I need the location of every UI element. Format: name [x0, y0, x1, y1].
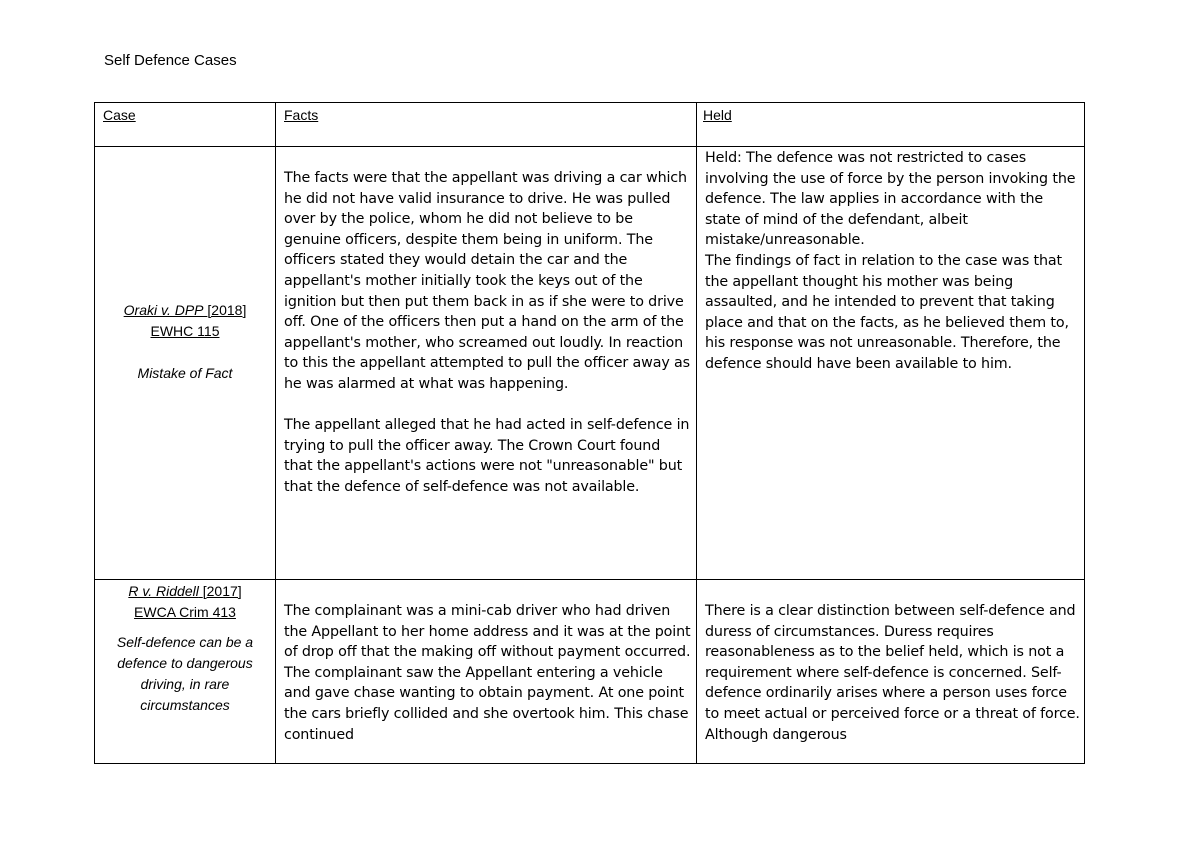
case-name: R v. Riddell: [128, 583, 199, 599]
case-cell: [95, 580, 276, 764]
held-cell: [697, 147, 1085, 580]
case-report: EWHC 115: [150, 323, 220, 339]
header-facts-label: Facts: [284, 107, 319, 123]
header-held: [697, 103, 1085, 147]
case-year: [2017]: [202, 583, 242, 599]
case-note: Self-defence can be a defence to dangerous driving, in rare circumstances: [116, 634, 254, 713]
held-paragraph: The findings of fact in relation to the case was that the appellant thought his mother was being assaulted, and he intended to prevent that taking place and that on the facts, as he believed them to, his response was not unreasonable. Therefore, the defence should have been available to him.: [705, 252, 1069, 372]
header-facts: [276, 103, 697, 147]
facts-paragraph: The facts were that the appellant was driving a car which he did not have valid insurance to drive. He was pulled over by the police, whom he did not believe to be genuine officers, despite them being in uniform. The officers stated they would detain the car and the appellant's mother initially took the keys out of the ignition but then put them back in as if she were to drive off. One of the officers then put a hand on the arm of the appellant's mother, who screamed out loudly. In reaction to this the appellant attempted to pull the officer away as he was alarmed at what was happening.: [284, 170, 690, 392]
held-paragraph: There is a clear distinction between self-defence and duress of circumstances. Duress requires reasonableness as to the belief held, which is not a requirement where self-defence is concerned. Self-defence ordinarily arises where a person uses force to meet actual or perceived force or a threat of force. Although dangerous: [705, 603, 1080, 743]
held-paragraph: Held: The defence was not restricted to cases involving the use of force by the person invoking the defence. The law applies in accordance with the state of mind of the defendant, albeit mistake/unreasonable.: [705, 150, 1076, 249]
header-case-label: Case: [103, 107, 136, 123]
facts-cell: [276, 147, 697, 580]
case-name: Oraki v. DPP: [123, 302, 204, 318]
table-row: [95, 147, 1085, 580]
case-citation: [95, 300, 275, 321]
case-note: Mistake of Fact: [137, 364, 233, 381]
facts-paragraph: The complainant was a mini-cab driver who had driven the Appellant to her home address and it was at the point of drop off that the making off without payment occurred. The complainant saw the Appellant entering a vehicle and gave chase wanting to obtain payment. At one point the cars briefly collided and she overtook him. This chase continued: [284, 603, 691, 743]
case-year: [2018]: [207, 302, 247, 318]
header-held-label: Held: [703, 107, 732, 123]
document-title: Self Defence Cases: [104, 52, 237, 69]
facts-cell: [276, 580, 697, 764]
header-case: [95, 103, 276, 147]
table-row: [95, 580, 1085, 764]
case-cell: [95, 147, 276, 580]
table-header-row: [95, 103, 1085, 147]
held-cell: [697, 580, 1085, 764]
cases-table: [94, 102, 1085, 764]
case-citation: [95, 581, 275, 602]
facts-paragraph: The appellant alleged that he had acted in self-defence in trying to pull the officer away. The Crown Court found that the appellant's actions were not "unreasonable" but that the defence of self-defence was not available.: [284, 417, 690, 495]
case-report: EWCA Crim 413: [134, 604, 236, 620]
